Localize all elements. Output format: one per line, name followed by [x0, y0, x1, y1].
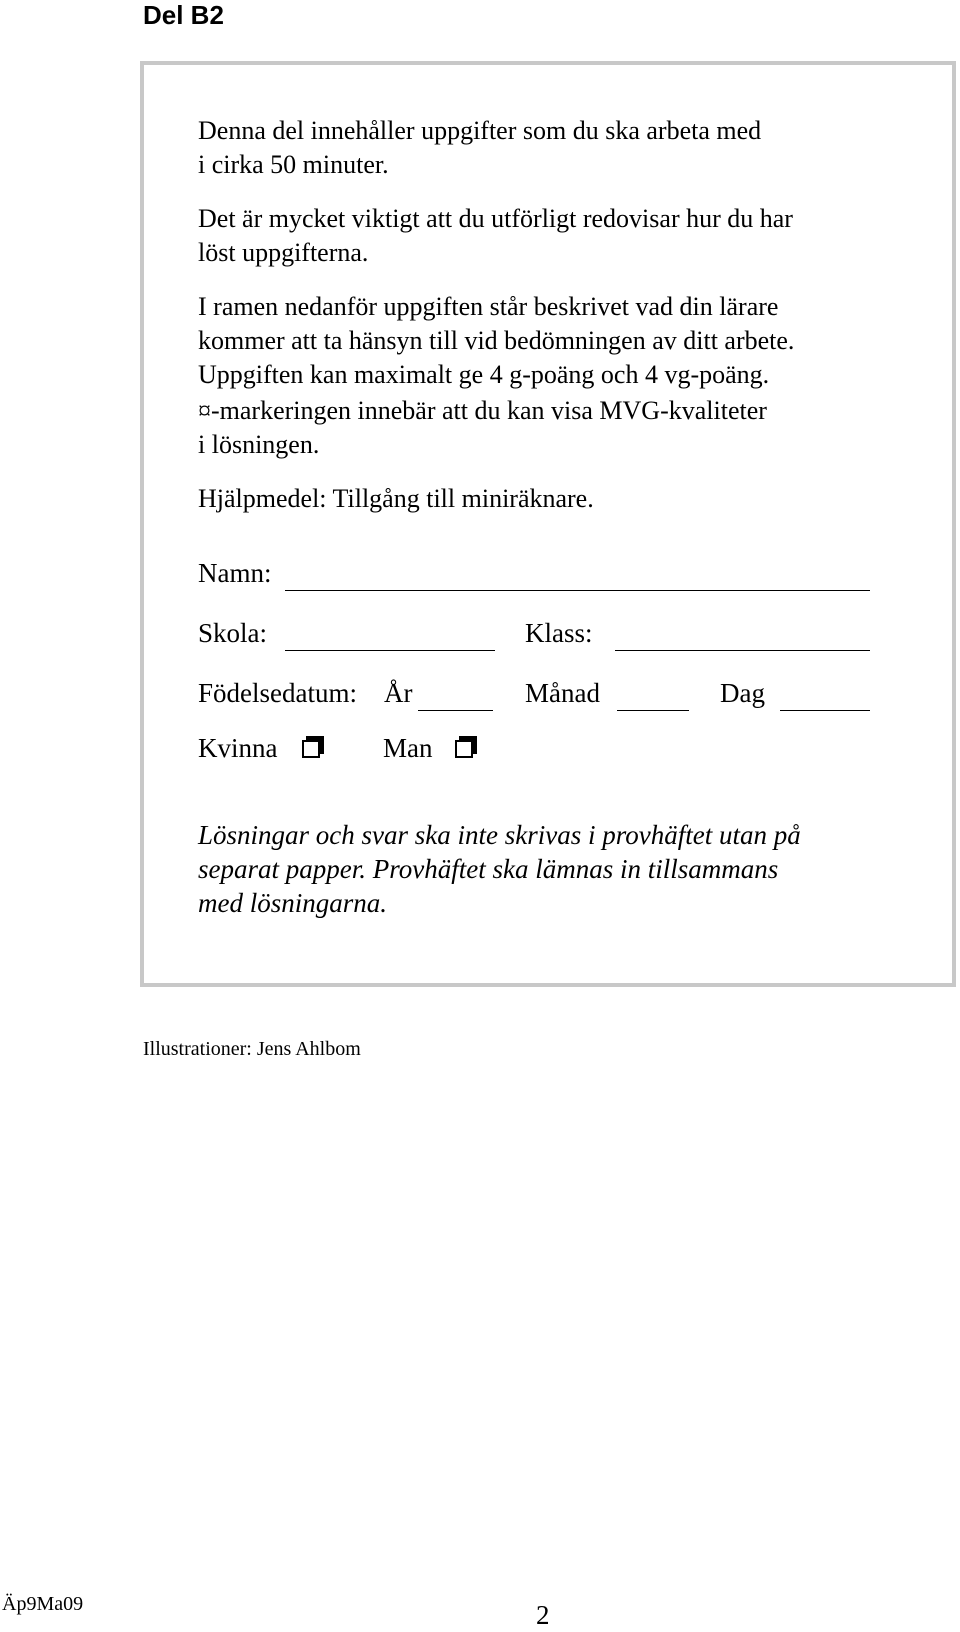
- class-blank[interactable]: [615, 650, 870, 651]
- instruction-line: ¤-markeringen innebär att du kan visa MVG-kvaliteter: [198, 396, 767, 425]
- document-code: Äp9Ma09: [2, 1593, 84, 1615]
- instruction-line: Det är mycket viktigt att du utförligt redovisar hur du har: [198, 204, 793, 233]
- month-blank[interactable]: [617, 710, 689, 711]
- year-label: År: [384, 678, 413, 708]
- month-label: Månad: [525, 678, 600, 708]
- school-blank[interactable]: [285, 650, 495, 651]
- day-blank[interactable]: [780, 710, 870, 711]
- instruction-line: kommer att ta hänsyn till vid bedömningen av ditt arbete.: [198, 326, 795, 355]
- female-checkbox[interactable]: [302, 740, 320, 758]
- illustration-credit: Illustrationer: Jens Ahlbom: [143, 1038, 361, 1060]
- page-number: 2: [536, 1600, 550, 1630]
- year-blank[interactable]: [418, 710, 493, 711]
- instruction-line: i cirka 50 minuter.: [198, 150, 389, 179]
- instruction-line: i lösningen.: [198, 430, 320, 459]
- instruction-line: Uppgiften kan maximalt ge 4 g-poäng och 4 vg-poäng.: [198, 360, 770, 389]
- birthdate-label: Födelsedatum:: [198, 678, 357, 708]
- day-label: Dag: [720, 678, 765, 708]
- name-label: Namn:: [198, 558, 272, 588]
- instruction-line: I ramen nedanför uppgiften står beskrivet vad din lärare: [198, 292, 779, 321]
- instruction-line: Denna del innehåller uppgifter som du ska arbeta med: [198, 116, 762, 145]
- school-label: Skola:: [198, 618, 268, 648]
- male-checkbox[interactable]: [455, 740, 473, 758]
- submission-note-line: med lösningarna.: [198, 888, 387, 918]
- submission-note-line: Lösningar och svar ska inte skrivas i provhäftet utan på: [198, 820, 801, 850]
- submission-note-line: separat papper. Provhäftet ska lämnas in tillsammans: [198, 854, 779, 884]
- instruction-line: Hjälpmedel: Tillgång till miniräknare.: [198, 484, 594, 513]
- class-label: Klass:: [525, 618, 593, 648]
- female-label: Kvinna: [198, 733, 278, 763]
- male-label: Man: [383, 733, 433, 763]
- section-heading: Del B2: [143, 0, 224, 30]
- name-blank[interactable]: [285, 590, 870, 591]
- instruction-line: löst uppgifterna.: [198, 238, 369, 267]
